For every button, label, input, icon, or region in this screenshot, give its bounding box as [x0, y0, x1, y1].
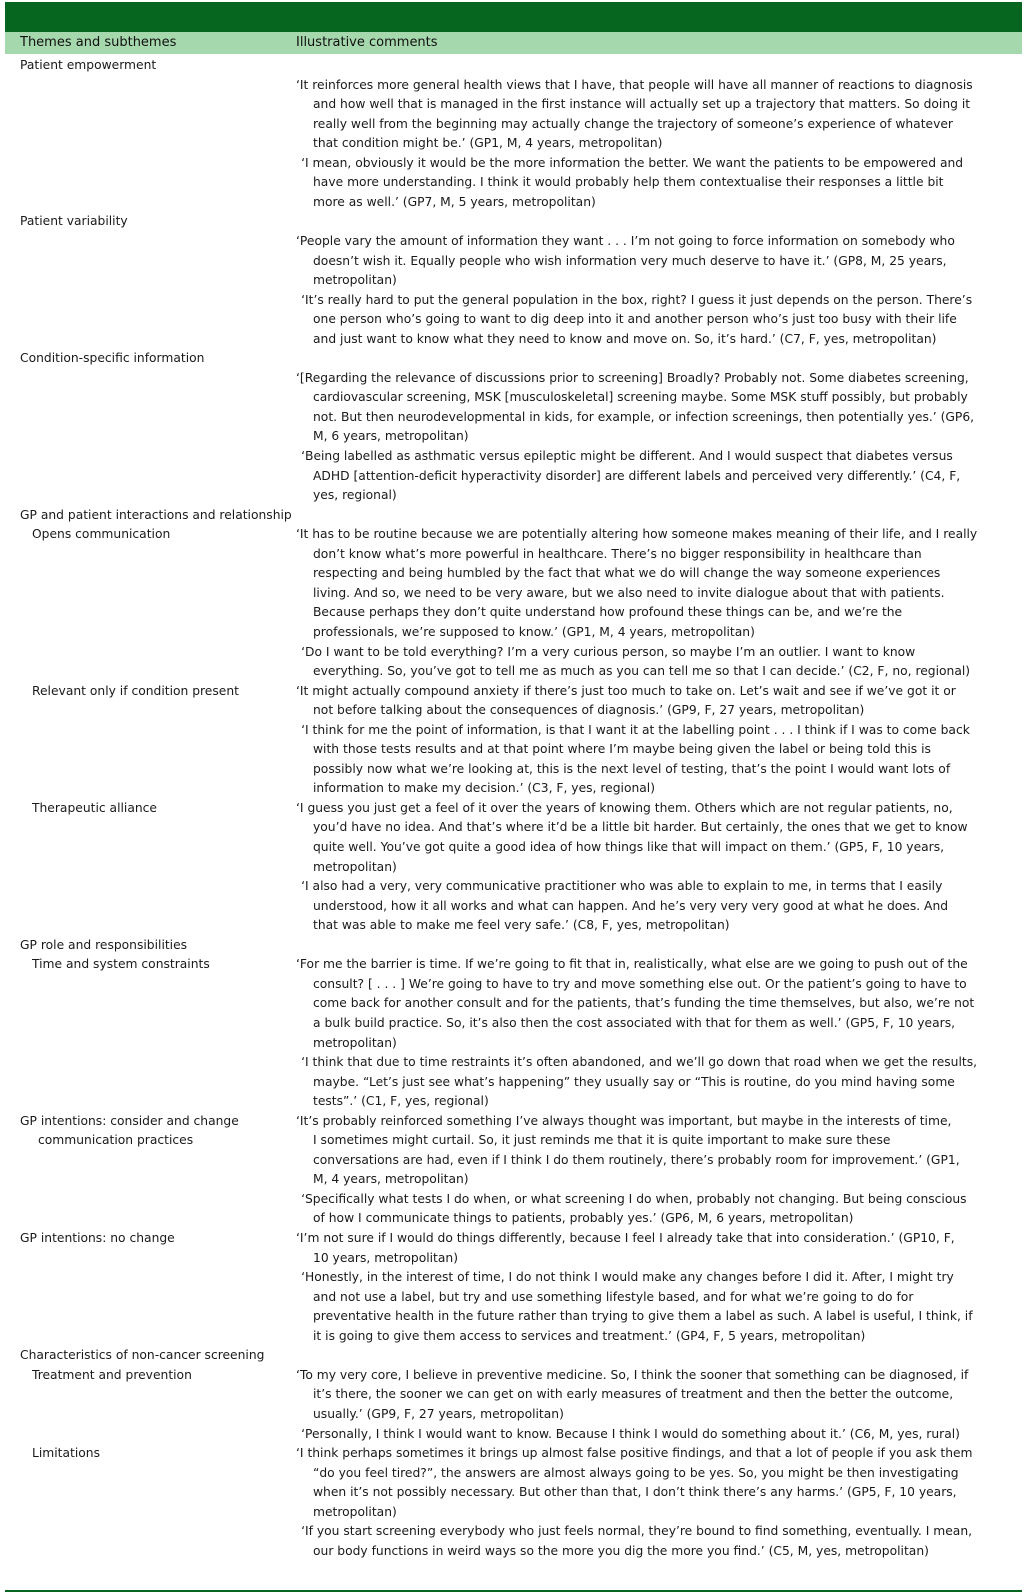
comment-line: ‘If you start screening everybody who just feels normal, they’re bound to find something, eventually. I mean,	[301, 1524, 973, 1539]
comment-line: living. And so, we need to be very aware, but we also need to invite dialogue about that with patients.	[313, 585, 945, 600]
comment-line: everything. So, you’ve got to tell me as much as you can tell me so that I can decide.’ (C2, F, no, regional)	[313, 664, 971, 679]
comment-line: when it’s not possibly necessary. But other than that, I don’t think there’s any harms.’ (GP5, F, 10 years,	[313, 1485, 957, 1500]
comment-line: ‘Do I want to be told everything? I’m a very curious person, so maybe I’m an outlier. I want to know	[301, 644, 916, 659]
theme-label: Therapeutic alliance	[32, 800, 157, 815]
theme-label: Limitations	[32, 1446, 100, 1461]
comment-line: ‘Being labelled as asthmatic versus epileptic might be different. And I would suspect that diabetes versus	[301, 449, 953, 463]
comment-line: tests”.’ (C1, F, yes, regional)	[313, 1094, 489, 1109]
theme-label: GP intentions: consider and change	[20, 1113, 239, 1128]
comment-line: ‘It might actually compound anxiety if there’s just too much to take on. Let’s wait and see if we’ve got it or	[296, 683, 956, 698]
column-header-comments: Illustrative comments	[296, 35, 438, 50]
comment-line: it is going to give them access to services and treatment.’ (GP4, F, 5 years, metropolitan)	[313, 1328, 866, 1343]
comment-line: not. But then neurodevelopmental in kids, for example, or infection screenings, then potentially yes.’ (GP6,	[313, 409, 975, 424]
theme-label: GP role and responsibilities	[20, 937, 188, 952]
theme-label: GP and patient interactions and relationship	[20, 507, 292, 522]
comment-line: more as well.’ (GP7, M, 5 years, metropolitan)	[313, 194, 596, 209]
comment-line: I sometimes might curtail. So, it just reminds me that it is quite important to make sure these	[313, 1133, 891, 1148]
theme-label: Characteristics of non-cancer screening	[20, 1348, 265, 1363]
comment-line: “do you feel tired?”, the answers are almost always going to be yes. So, you might be then investigating	[313, 1465, 959, 1480]
comment-line: 10 years, metropolitan)	[313, 1250, 458, 1265]
comment-line: ‘It’s probably reinforced something I’ve always thought was important, but maybe in the interests of time,	[296, 1113, 952, 1128]
comment-line: preventative health in the future rather than trying to give them a label as such. A label is useful, I think, if	[313, 1309, 973, 1324]
comment-line: and how well that is managed in the first instance will actually set up a trajectory that matters. So doing it	[313, 97, 971, 112]
column-header-themes: Themes and subthemes	[20, 35, 177, 50]
comment-line: metropolitan)	[313, 273, 397, 288]
comment-line: ‘Specifically what tests I do when, or what screening I do when, probably not changing. But being conscious	[301, 1191, 967, 1206]
theme-label: Opens communication	[32, 527, 171, 542]
comment-line: information to make my decision.’ (C3, F, yes, regional)	[313, 781, 656, 796]
comment-line: metropolitan)	[313, 1035, 397, 1050]
comment-line: and just want to know what they need to know and move on. So, it’s hard.’ (C7, F, yes, metropolitan)	[313, 331, 937, 346]
theme-label: Treatment and prevention	[32, 1367, 192, 1382]
table-frame	[5, 2, 1024, 1592]
comment-line: our body functions in weird ways so the more you dig the more you find.’ (C5, M, yes, metropolitan)	[313, 1543, 929, 1558]
comment-line: M, 6 years, metropolitan)	[313, 429, 469, 444]
comment-line: cardiovascular screening, MSK [musculoskeletal] screening maybe. Some MSK stuff possibly, but probably	[313, 390, 968, 405]
comment-line: that condition might be.’ (GP1, M, 4 years, metropolitan)	[313, 136, 663, 151]
comment-line: doesn’t wish it. Equally people who wish information very much deserve to have it.’ (GP8, M, 25 years,	[313, 253, 947, 268]
comment-line: metropolitan)	[313, 859, 397, 874]
theme-label: Time and system constraints	[32, 957, 210, 972]
comment-line: ADHD [attention-deficit hyperactivity disorder] are different labels and perceived very differently.’ (C4, F,	[313, 468, 961, 483]
comment-line: ‘For me the barrier is time. If we’re going to fit that in, realistically, what else are we going to push out of the	[296, 957, 968, 972]
comment-line: ‘Personally, I think I would want to know. Because I think I would do something about it.’ (C6, M, yes, rural)	[301, 1426, 960, 1441]
comment-line: and not use a label, but try and use something lifestyle based, and for what we’re going to do for	[313, 1289, 914, 1304]
theme-label: Patient variability	[20, 214, 128, 229]
comment-line: ‘It has to be routine because we are potentially altering how someone makes meaning of their life, and I really	[296, 527, 978, 542]
comment-line: ‘It’s really hard to put the general population in the box, right? I guess it just depends on the person. There’s	[301, 292, 973, 307]
comment-line: ‘I mean, obviously it would be the more information the better. We want the patients to be empowered and	[301, 155, 964, 170]
comment-line: yes, regional)	[313, 488, 397, 503]
comment-line: not before talking about the consequences of diagnosis.’ (GP9, F, 27 years, metropolitan)	[313, 703, 865, 718]
comment-line: ‘I’m not sure if I would do things differently, because I feel I already take that into consideration.’ (GP10, F,	[296, 1231, 955, 1245]
table-bottom-rule	[5, 1590, 1022, 1592]
comment-line: don’t know what’s more powerful in healthcare. There’s no bigger responsibility in healthcare than	[313, 546, 922, 561]
comment-line: with those tests results and at that point where I’m maybe being given the label or being told this is	[313, 742, 931, 757]
theme-label: Condition-specific information	[20, 351, 205, 366]
comment-line: ‘I guess you just get a feel of it over the years of knowing them. Others which are not regular patients, no,	[296, 800, 953, 815]
comment-line: ‘People vary the amount of information they want . . . I’m not going to force information on somebody who	[296, 233, 955, 248]
comment-line: understood, how it all works and what can happen. And he’s very very very good at what he does. And	[313, 898, 949, 913]
comment-line: conversations are had, even if I think I do them routinely, there’s probably room for improvement.’ (GP1,	[313, 1152, 960, 1167]
theme-label: Relevant only if condition present	[32, 683, 239, 698]
comment-line: a bulk build practice. So, it’s also then the cost associated with that for them as well.’ (GP5, F, 10 years,	[313, 1015, 956, 1030]
theme-label: Patient empowerment	[20, 58, 157, 72]
comment-line: ‘I also had a very, very communicative practitioner who was able to explain to me, in terms that I easily	[301, 879, 943, 894]
comment-line: of how I communicate things to patients, probably yes.’ (GP6, M, 6 years, metropolitan)	[313, 1211, 854, 1226]
comment-line: have more understanding. I think it would probably help them contextualise their responses a little bit	[313, 175, 944, 190]
comment-line: ‘I think perhaps sometimes it brings up almost false positive findings, and that a lot of people if you ask them	[296, 1446, 973, 1461]
table-header-row	[5, 32, 1022, 54]
comment-line: ‘[Regarding the relevance of discussions prior to screening] Broadly? Probably not. Some diabetes screening,	[296, 370, 969, 385]
comment-line: professionals, we’re supposed to know.’ (GP1, M, 4 years, metropolitan)	[313, 624, 755, 639]
comment-line: it’s there, the sooner we can get on with early measures of treatment and then the better the outcome,	[313, 1387, 954, 1402]
comment-line: ‘I think that due to time restraints it’s often abandoned, and we’ll go down that road when we get the results,	[301, 1055, 978, 1070]
theme-label: communication practices	[38, 1133, 194, 1148]
comment-line: respecting and being humbled by the fact that what we do will change the way someone experiences	[313, 566, 941, 581]
comment-line: quite well. You’ve got quite a good idea of how things like that will impact on them.’ (GP5, F, 10 years,	[313, 840, 945, 854]
comment-line: M, 4 years, metropolitan)	[313, 1172, 469, 1187]
comment-line: consult? [ . . . ] We’re going to have to try and move something else out. Or the patient’s going to have to	[313, 976, 967, 991]
comment-line: possibly now what we’re looking at, this is the next level of testing, that’s the point I would want lots of	[313, 761, 951, 776]
comment-line: ‘It reinforces more general health views that I have, that people will have all manner of reactions to diagnosis	[296, 77, 973, 92]
comment-line: Because perhaps they don’t quite understand how profound these things can be, and we’re the	[313, 605, 903, 620]
comment-line: one person who’s going to want to dig deep into it and another person who’s just too busy with their life	[313, 312, 957, 327]
comment-line: really well from the beginning may actually change the trajectory of someone’s experience of whatever	[313, 116, 953, 131]
table-top-bar	[5, 2, 1022, 32]
comment-line: ‘To my very core, I believe in preventive medicine. So, I think the sooner that something can be diagnosed, if	[296, 1367, 969, 1382]
comment-line: come back for another consult and for the patients, that’s funding the time themselves, but also, we’re not	[313, 996, 975, 1011]
comment-line: usually.’ (GP9, F, 27 years, metropolitan)	[313, 1406, 564, 1421]
comment-line: metropolitan)	[313, 1504, 397, 1519]
comment-line: maybe. “Let’s just see what’s happening” they usually say or “This is routine, do you mind having some	[313, 1074, 955, 1089]
comment-line: that was able to make me feel very safe.’ (C8, F, yes, metropolitan)	[313, 918, 730, 933]
comment-line: ‘Honestly, in the interest of time, I do not think I would make any changes before I did it. After, I might try	[301, 1270, 954, 1285]
comment-line: you’d have no idea. And that’s where it’d be a little bit harder. But certainly, the ones that we get to know	[313, 820, 968, 835]
theme-label: GP intentions: no change	[20, 1231, 175, 1245]
comment-line: ‘I think for me the point of information, is that I want it at the labelling point . . . I think if I was to come back	[301, 722, 970, 737]
